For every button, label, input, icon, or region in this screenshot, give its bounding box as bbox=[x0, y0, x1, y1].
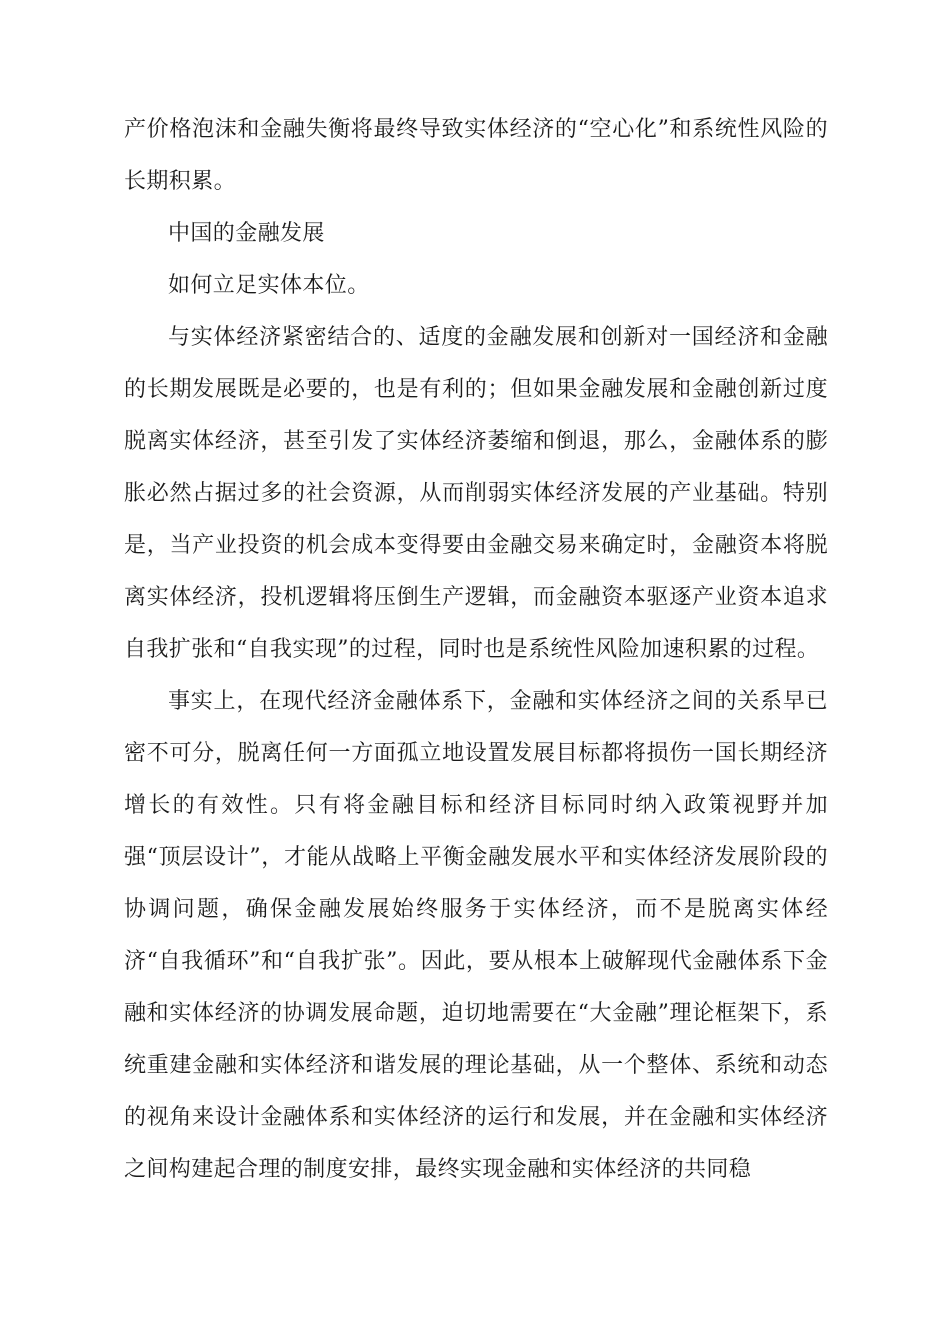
body-text bbox=[124, 104, 828, 1196]
section-subheading: 如何立足实体本位。 bbox=[168, 273, 370, 298]
paragraph-financial-development: 与实体经济紧密结合的、适度的金融发展和创新对一国经济和金融的长期发展既是必要的，也是有利的；但如果金融发展和金融创新过度脱离实体经济，甚至引发了实体经济萎缩和倒退，那么，金融体系的膨胀必然占据过多的社会资源，从而削弱实体经济发展的产业基础。特别是，当产业投资的机会成本变得要由金融交易来确定时，金融资本将脱离实体经济，投机逻辑将压倒生产逻辑，而金融资本驱逐产业资本追求自我扩张和“自我实现”的过程，同时也是系统性风险加速积累的过程。 bbox=[124, 325, 828, 662]
section-heading: 中国的金融发展 bbox=[168, 221, 325, 246]
paragraph-continuation: 产价格泡沫和金融失衡将最终导致实体经济的“空心化”和系统性风险的长期积累。 bbox=[124, 117, 828, 194]
paragraph-in-fact: 事实上，在现代经济金融体系下，金融和实体经济之间的关系早已密不可分，脱离任何一方面孤立地设置发展目标都将损伤一国长期经济增长的有效性。只有将金融目标和经济目标同时纳入政策视野并加强“顶层设计”，才能从战略上平衡金融发展水平和实体经济发展阶段的协调问题，确保金融发展始终服务于实体经济，而不是脱离实体经济“自我循环”和“自我扩张”。因此，要从根本上破解现代金融体系下金融和实体经济的协调发展命题，迫切地需要在“大金融”理论框架下，系统重建金融和实体经济和谐发展的理论基础，从一个整体、系统和动态的视角来设计金融体系和实体经济的运行和发展，并在金融和实体经济之间构建起合理的制度安排，最终实现金融和实体经济的共同稳 bbox=[124, 689, 828, 1182]
